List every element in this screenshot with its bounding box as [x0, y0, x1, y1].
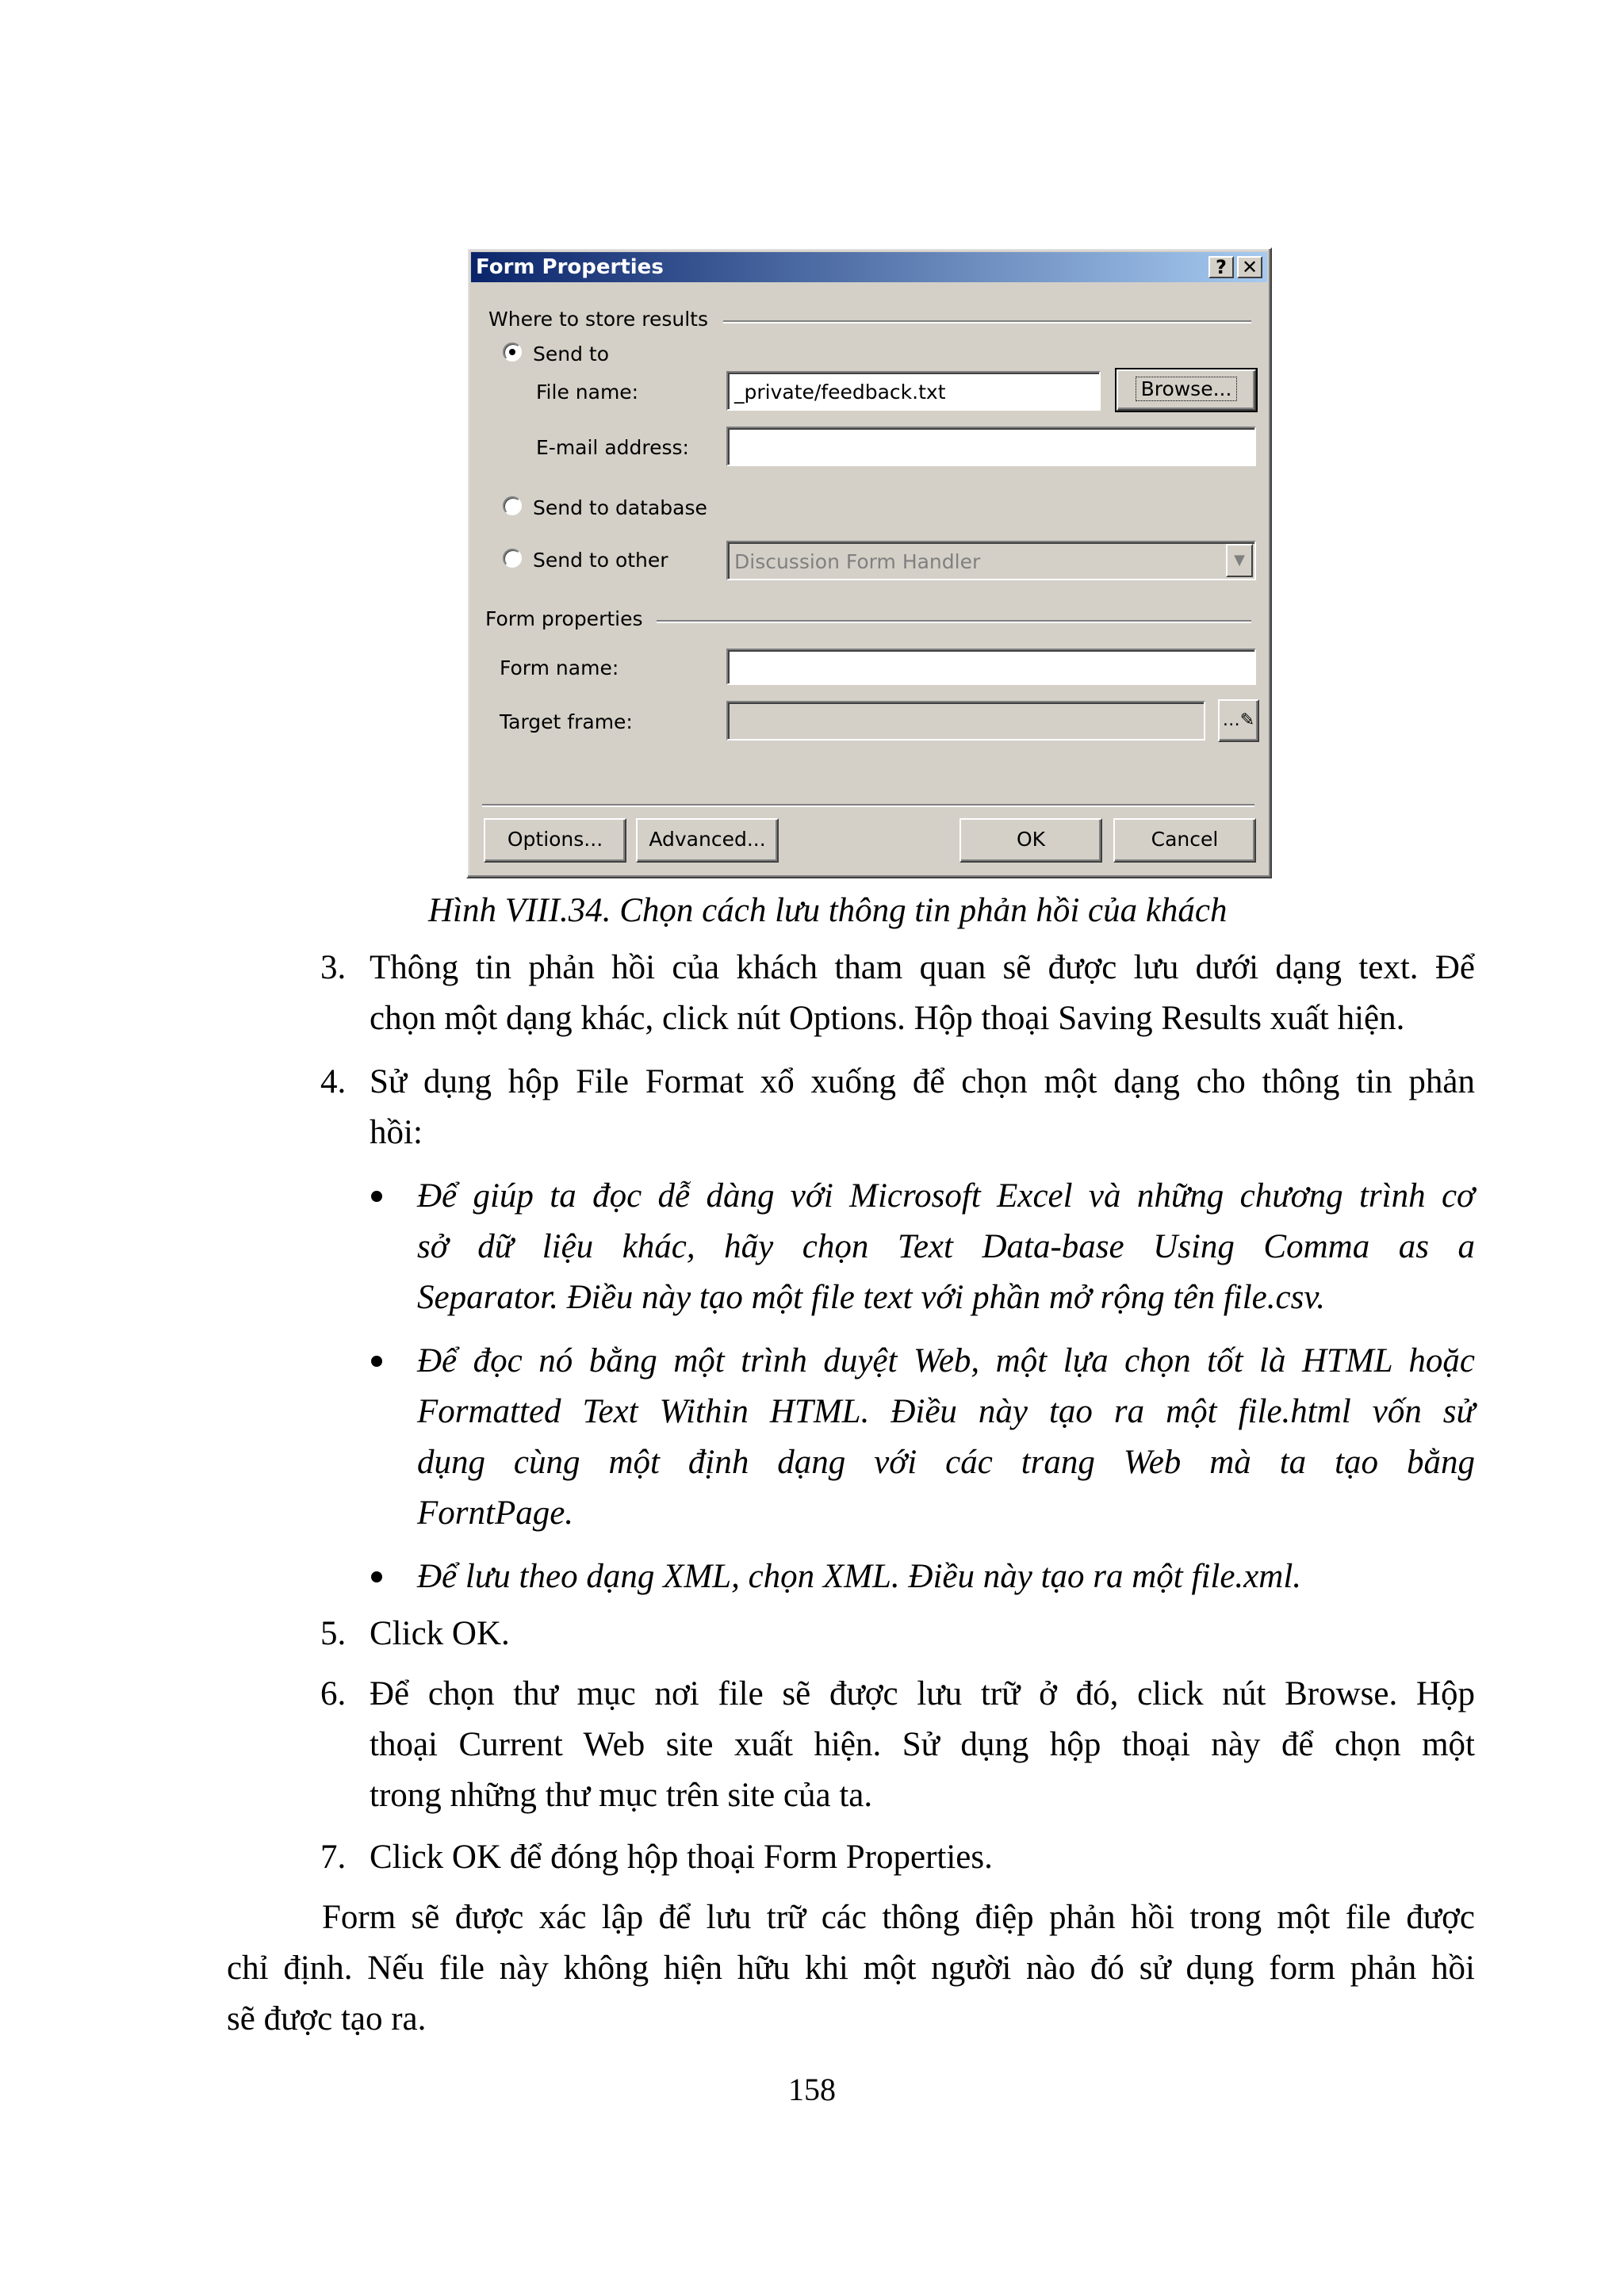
advanced-button[interactable]: Advanced...	[636, 818, 779, 863]
bullet-line: Formatted Text Within HTML. Điều này tạo ra một file.html vốn sử	[417, 1393, 1475, 1430]
list-item-line: Thông tin phản hồi của khách tham quan sẽ được lưu dưới dạng text. Để	[370, 949, 1475, 986]
form-name-label: Form name:	[500, 656, 619, 679]
list-number: 6.	[320, 1675, 347, 1712]
file-name-input[interactable]: _private/feedback.txt	[726, 371, 1101, 411]
file-name-label: File name:	[536, 381, 639, 404]
list-item-line: hồi:	[370, 1114, 423, 1151]
list-item-line: thoại Current Web site xuất hiện. Sử dụng hộp thoại này để chọn một	[370, 1726, 1475, 1763]
list-item-line: Để chọn thư mục nơi file sẽ được lưu trữ ở đó, click nút Browse. Hộp	[370, 1675, 1475, 1712]
dialog-titlebar	[471, 252, 1267, 282]
target-frame-label: Target frame:	[500, 710, 633, 733]
paragraph-line: sẽ được tạo ra.	[227, 2000, 427, 2038]
list-item-line: Click OK.	[370, 1615, 510, 1652]
form-name-input[interactable]	[726, 649, 1256, 685]
close-button[interactable]: ✕	[1237, 256, 1262, 278]
send-to-database-radio[interactable]	[503, 496, 522, 515]
store-results-group-divider	[723, 320, 1251, 323]
paragraph-line: Form sẽ được xác lập để lưu trữ các thông điệp phản hồi trong một file được	[322, 1899, 1475, 1936]
send-to-other-label: Send to other	[533, 549, 668, 572]
bullet-icon	[371, 1356, 382, 1367]
browse-button-label: Browse...	[1136, 377, 1238, 401]
form-properties-group-label: Form properties	[485, 607, 643, 630]
bullet-icon	[371, 1191, 382, 1202]
email-label: E-mail address:	[536, 436, 689, 459]
send-to-other-radio[interactable]	[503, 549, 522, 568]
store-results-group-label: Where to store results	[488, 308, 708, 331]
bullet-icon	[371, 1571, 382, 1582]
bullet-line: sở dữ liệu khác, hãy chọn Text Data-base Using Comma as a	[417, 1228, 1475, 1265]
list-number: 4.	[320, 1063, 347, 1100]
email-input[interactable]	[726, 427, 1256, 466]
ok-button[interactable]: OK	[959, 818, 1102, 863]
send-to-other-select[interactable]	[726, 541, 1256, 580]
list-item-line: chọn một dạng khác, click nút Options. Hộp thoại Saving Results xuất hiện.	[370, 1000, 1405, 1037]
buttons-divider	[482, 804, 1254, 807]
bullet-line: Để giúp ta đọc dễ dàng với Microsoft Excel và những chương trình cơ	[417, 1177, 1475, 1215]
dialog-title: Form Properties	[476, 255, 664, 279]
target-frame-input[interactable]	[726, 701, 1205, 740]
bullet-line: Để đọc nó bằng một trình duyệt Web, một lựa chọn tốt là HTML hoặc	[417, 1342, 1475, 1380]
send-to-label: Send to	[533, 342, 610, 365]
bullet-line: dụng cùng một định dạng với các trang Web mà ta tạo bằng	[417, 1444, 1475, 1481]
list-number: 7.	[320, 1839, 347, 1876]
form-properties-group-divider	[657, 620, 1251, 623]
browse-button[interactable]	[1116, 369, 1256, 411]
cancel-button[interactable]: Cancel	[1113, 818, 1256, 863]
chevron-down-icon[interactable]: ▼	[1226, 544, 1253, 577]
list-item-line: Click OK để đóng hộp thoại Form Properties.	[370, 1839, 993, 1876]
options-button[interactable]: Options...	[484, 818, 626, 863]
form-properties-dialog	[466, 247, 1272, 878]
paragraph-line: chỉ định. Nếu file này không hiện hữu khi một người nào đó sử dụng form phản hồi	[227, 1950, 1475, 1987]
bullet-line: ForntPage.	[417, 1494, 574, 1532]
bullet-line: Separator. Điều này tạo một file text với phần mở rộng tên file.csv.	[417, 1279, 1325, 1316]
help-button[interactable]: ?	[1208, 256, 1234, 278]
target-frame-picker-button[interactable]	[1218, 699, 1259, 742]
page-number: 158	[788, 2072, 836, 2107]
pencil-icon: …✎	[1222, 710, 1255, 730]
send-to-database-label: Send to database	[533, 496, 707, 519]
bullet-line: Để lưu theo dạng XML, chọn XML. Điều này tạo ra một file.xml.	[417, 1558, 1302, 1595]
list-number: 3.	[320, 949, 347, 986]
send-to-other-value: Discussion Form Handler	[734, 550, 981, 573]
list-number: 5.	[320, 1615, 347, 1652]
figure-caption: Hình VIII.34. Chọn cách lưu thông tin phản hồi của khách	[428, 892, 1228, 929]
list-item-line: trong những thư mục trên site của ta.	[370, 1777, 873, 1814]
send-to-radio[interactable]	[503, 342, 522, 362]
list-item-line: Sử dụng hộp File Format xổ xuống để chọn một dạng cho thông tin phản	[370, 1063, 1475, 1100]
